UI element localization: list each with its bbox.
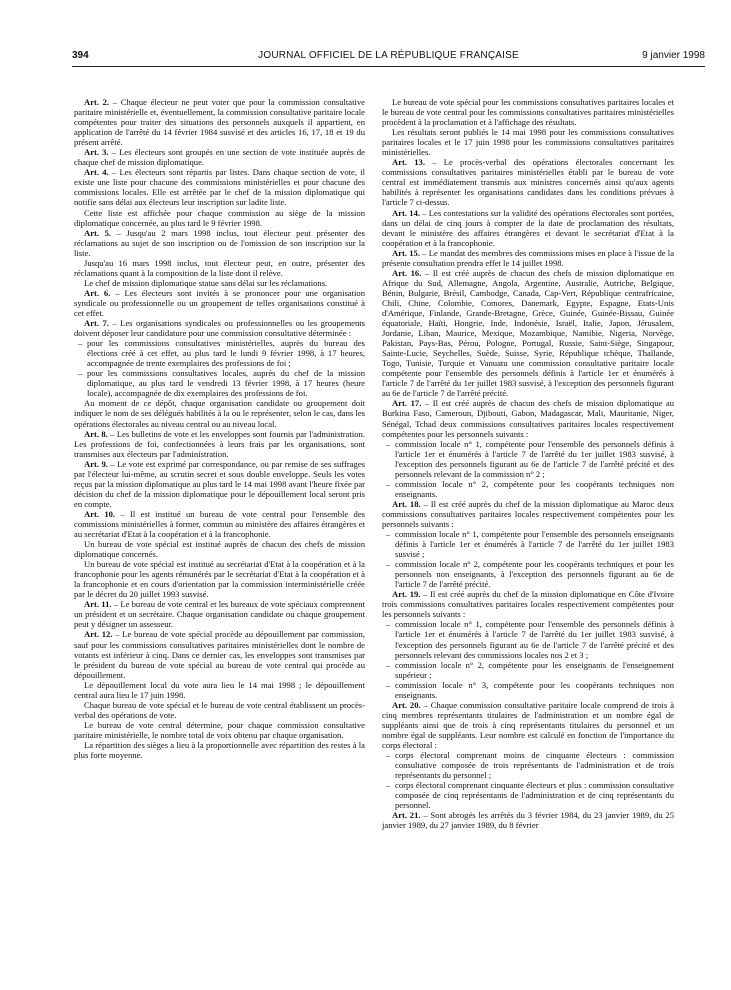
paragraph-text: Les résultats seront publiés le 14 mai 1998 pour les commissions consultatives paritaires locales et le 17 juin 1998 pour les commissions consultatives paritaires ministérielles. (382, 127, 674, 158)
article-paragraph (74, 228, 365, 258)
article-paragraph (382, 248, 674, 268)
paragraph-text: – Les organisations syndicales ou professionnelles ou les groupements doivent déposer leur candidature pour une commission consultative déterminée : (74, 318, 366, 339)
article-paragraph (74, 147, 365, 167)
paragraph-text: – Les électeurs sont répartis par listes. Dans chaque section de vote, il existe une liste pour chacune des commissions ministérielles et pour chacune des commissions locales. Elle est arrêtée par le chef de la mission diplomatique qui notifie sans délai aux électeurs leur inscription sur ladite liste. (74, 167, 365, 208)
list-item: – commission locale n° 2, compétente pour les coopérants techniques et pour les personnels non enseignants, à l'exception des personnels figurant au 6e de l'article 7 de l'arrêté précité. (395, 559, 674, 589)
article-paragraph (382, 589, 674, 619)
left-column (74, 97, 365, 760)
list-item: – commission locale n° 1, compétente pour l'ensemble des personnels enseignants définis à l'article 1er et énumérés à l'article 7 de l'arrêté du 1er juillet 1983 susvisé ; (395, 529, 674, 559)
article-paragraph (382, 157, 674, 207)
header-rule (72, 66, 705, 67)
article-number: Art. 4. (84, 167, 109, 178)
article-number: Art. 21. (392, 810, 421, 821)
paragraph-text: La répartition des sièges a lieu à la proportionnelle avec répartition des restes à la plus forte moyenne. (74, 740, 365, 761)
article-number: Art. 2. (84, 97, 110, 107)
paragraph (74, 559, 365, 599)
article-paragraph (74, 288, 365, 318)
article-number: Art. 17. (392, 398, 422, 409)
article-number: Art. 16. (392, 267, 422, 278)
list-item: – commission locale n° 1, compétente pour l'ensemble des personnels définis à l'article 1er et énumérés à l'article 7 de l'arrêté du 1er juillet 1983 susvisé, à l'exception des personnels figurant au 6e de l'article 7 de l'arrêté précité et des personnels relevant des commissions locales nos 2 et 3 ; (395, 619, 674, 659)
list-item: – commission locale n° 2, compétente pour les enseignants de l'enseignement supérieur ; (395, 660, 674, 680)
paragraph-text: – Le vote est exprimé par correspondance, ou par remise de ses suffrages par l'électeur lui-même, au scrutin secret et sous double enveloppe. Seuls les votes reçus par la mission diplomatique au plus tard le 14 mai 1998 avant l'heure fixée par décision du chef de la mission diplomatique pour le dépouillement local seront pris en compte. (74, 458, 365, 509)
page-header (72, 50, 705, 64)
article-number: Art. 14. (392, 207, 421, 218)
paragraph-text: – Il est créé auprès du chef de la mission diplomatique au Maroc deux commissions consultatives paritaires locales respectivement compétentes pour les personnels suivants : (382, 498, 675, 529)
paragraph-text: – Le bureau de vote spécial procède au dépouillement par commission, sauf pour les commissions consultatives paritaires ministérielles dont le nombre de votants est inférieur à cinq. Dans ce dernier cas, les enveloppes sont transmises par le président du bureau de vote spécial au bureau de vote central qui procède au dépouillement. (74, 629, 365, 680)
paragraph-text: – Le bureau de vote central et les bureaux de vote spéciaux comprennent un président et un secrétaire. Chaque organisation candidate ou chaque groupement peut y désigner un assesseur. (74, 599, 365, 630)
article-number: Art. 5. (84, 227, 112, 238)
dash-list (74, 338, 365, 398)
paragraph (382, 97, 674, 127)
paragraph (74, 208, 365, 228)
paragraph-text: – Chaque électeur ne peut voter que pour la commission consultative paritaire ministérielle et, éventuellement, la commission consultative paritaire locale compétentes pour traiter des situations des personnels auxquels il appartient, en application de l'arrêté du 14 février 1984 susvisé et des articles 16, 17, 18 et 19 du présent arrêté. (74, 97, 365, 148)
article-paragraph (74, 97, 365, 147)
paragraph-text: – Il est institué un bureau de vote central pour l'ensemble des commissions ministérielles à former, commun au ministère des affaires étrangères et au secrétariat d'Etat à la coopération et à la francophonie. (74, 508, 365, 540)
article-number: Art. 15. (392, 247, 420, 258)
page-number: 394 (72, 50, 89, 61)
paragraph (74, 539, 365, 559)
paragraph-text: – Jusqu'au 2 mars 1998 inclus, tout électeur peut présenter des réclamations au sujet de son inscription ou de l'omission de son inscription sur la liste. (74, 227, 365, 258)
article-number: Art. 3. (84, 147, 109, 158)
paragraph-text: – Chaque commission consultative paritaire locale comprend de trois à cinq membres représentants titulaires de l'administration et un nombre égal de suppléants ainsi que de trois à cinq représentants titulaires du personnel et un nombre égal de suppléants. Leur nombre est calculé en fonction de l'importance du corps électoral : (382, 699, 675, 750)
article-paragraph (382, 700, 674, 750)
article-paragraph (74, 629, 365, 679)
paragraph (74, 700, 365, 720)
article-paragraph (382, 499, 674, 529)
article-paragraph (74, 318, 365, 338)
issue-date: 9 janvier 1998 (642, 50, 705, 61)
right-column (382, 97, 674, 830)
paragraph-text: Cette liste est affichée pour chaque commission au siège de la mission diplomatique concernée, au plus tard le 9 février 1998. (74, 207, 365, 228)
paragraph-text: – Il est créé auprès de chacun des chefs de mission diplomatique en Afrique du Sud, Allemagne, Angola, Argentine, Australie, Autriche, Belgique, Bénin, Bulgarie, Brésil, Cambodge, Canada, Cap-Vert, République centrafricaine, Chili, Chine, Colombie, Comores, Danemark, Egypte, Espagne, Etats-Unis d'Amérique, Finlande, Grande-Bretagne, Grèce, Guinée, Guinée-Bissau, Guinée équatoriale, Haïti, Hongrie, Inde, Indonésie, Israël, Italie, Japon, Jérusalem, Jordanie, Liban, Maurice, Mexique, Mozambique, Namibie, Nigeria, Norvège, Pakistan, Pays-Bas, Pérou, Pologne, Portugal, Russie, Saint-Siège, Singapour, Sainte-Lucie, Seychelles, Suède, Suisse, Syrie, République tchèque, Thaïlande, Togo, Tunisie, Turquie et Vanuatu une commission consultative paritaire locale compétente pour l'ensemble des personnels définis à l'article 1er et énumérés à l'article 7 de l'arrêté du 1er juillet 1983 susvisé, à l'exception des personnels figurant au 6e de l'article 7 de l'arrêté précité. (382, 267, 675, 399)
paragraph-text: – Sont abrogés les arrêtés du 3 février 1984, du 23 janvier 1989, du 25 janvier 1989, du 27 janvier 1989, du 8 février (382, 810, 674, 831)
article-number: Art. 9. (84, 458, 108, 469)
article-paragraph (382, 268, 674, 399)
article-paragraph (382, 208, 674, 248)
paragraph-text: Le dépouillement local du vote aura lieu le 14 mai 1998 ; le dépouillement central aura lieu le 17 juin 1998. (74, 679, 365, 700)
paragraph-text: Le bureau de vote central détermine, pour chaque commission consultative paritaire ministérielle, le nombre total de voix obtenu par chaque organisation. (74, 719, 365, 740)
paragraph-text: Le chef de mission diplomatique statue sans délai sur les réclamations. (84, 277, 328, 288)
dash-list (382, 439, 674, 499)
article-paragraph (74, 599, 365, 629)
paragraph-text: Au moment de ce dépôt, chaque organisation candidate ou groupement doit indiquer le nom de ses délégués habilités à la ou le représenter, selon le cas, dans les opérations électorales au niveau central ou au niveau local. (74, 398, 365, 429)
article-paragraph (74, 429, 365, 459)
list-item: – corps électoral comprenant cinquante électeurs et plus : commission consultative composée de cinq représentants de l'administration et de cinq représentants du personnel. (395, 780, 674, 810)
paragraph-text: Chaque bureau de vote spécial et le bureau de vote central établissent un procès-verbal des opérations de vote. (74, 699, 365, 720)
paragraph (74, 278, 365, 288)
list-item: – pour les commissions consultatives ministérielles, auprès du bureau des élections créé à cet effet, au plus tard le lundi 9 février 1998, à 17 heures, accompagnée de trente exemplaires des professions de foi ; (87, 338, 365, 368)
paragraph (74, 720, 365, 740)
list-item: – commission locale n° 2, compétente pour les coopérants techniques non enseignants. (395, 479, 674, 499)
paragraph (74, 258, 365, 278)
article-number: Art. 19. (392, 589, 421, 600)
paragraph (74, 740, 365, 760)
list-item: – pour les commissions consultatives locales, auprès du chef de la mission diplomatique, au plus tard le vendredi 13 février 1998, à 17 heures (heure locale), accompagnée de dix exemplaires des professions de foi. (87, 368, 365, 398)
article-number: Art. 12. (84, 629, 113, 640)
paragraph-text: – Les électeurs sont groupés en une section de vote instituée auprès de chaque chef de mission diplomatique. (74, 147, 365, 168)
paragraph-text: Un bureau de vote spécial est institué au secrétariat d'Etat à la coopération et à la francophonie pour les agents rémunérés par le secrétariat d'Etat à la coopération et à la francophonie et en cours d'orientation par la commission interministérielle créée par le décret du 20 juillet 1993 susvisé. (74, 559, 365, 600)
paragraph (382, 127, 674, 157)
paragraph-text: – Il est créé auprès du chef de la mission diplomatique en Côte d'Ivoire trois commissions consultatives paritaires locales respectivement compétentes pour les personnels suivants : (382, 589, 674, 620)
article-number: Art. 11. (84, 599, 112, 610)
paragraph-text: Le bureau de vote spécial pour les commissions consultatives paritaires locales et le bureau de vote central pour les commissions consultatives paritaires ministérielles procèdent à la proclamation et à l'affichage des résultats. (382, 97, 674, 128)
article-number: Art. 10. (84, 508, 116, 519)
paragraph-text: – Le mandat des membres des commissions mises en place à l'issue de la présente consultation prendra effet le 14 juillet 1998. (382, 247, 675, 268)
article-paragraph (382, 810, 674, 830)
article-paragraph (74, 459, 365, 509)
list-item: – corps électoral comprenant moins de cinquante électeurs : commission consultative composée de trois représentants de l'administration et de trois représentants du personnel ; (395, 750, 674, 780)
article-number: Art. 7. (84, 318, 109, 329)
dash-list (382, 750, 674, 810)
article-number: Art. 8. (84, 428, 108, 439)
paragraph (74, 680, 365, 700)
list-item: – commission locale n° 3, compétente pour les coopérants techniques non enseignants. (395, 680, 674, 700)
article-number: Art. 6. (84, 287, 111, 298)
list-item: – commission locale n° 1, compétente pour l'ensemble des personnels définis à l'article 1er et énumérés à l'article 7 de l'arrêté du 1er juillet 1983 susvisé, à l'exception des personnels figurant au 6e de l'article 7 de l'arrêté précité et des personnels relevant de la commission n° 2 ; (395, 439, 674, 479)
paragraph-text: – Il est créé auprès de chacun des chefs de mission diplomatique au Burkina Faso, Cameroun, Djibouti, Gabon, Madagascar, Mali, Mauritanie, Niger, Sénégal, Tchad deux commissions consultatives paritaires locales respectivement compétentes pour les personnels suivants : (382, 398, 675, 439)
article-number: Art. 13. (392, 157, 425, 168)
article-paragraph (382, 398, 674, 438)
paragraph (74, 398, 365, 428)
paragraph-text: – Les électeurs sont invités à se prononcer pour une organisation syndicale ou professionnelle ou un groupement de telles organisations constitué à cet effet. (74, 287, 365, 318)
paragraph-text: – Les bulletins de vote et les enveloppes sont fournis par l'administration. Les professions de foi, confectionnées à leurs frais par les organisations, sont transmises aux électeurs par l'administration. (74, 428, 365, 459)
dash-list (382, 529, 674, 589)
article-paragraph (74, 509, 365, 539)
journal-title: JOURNAL OFFICIEL DE LA RÉPUBLIQUE FRANÇAISE (258, 50, 519, 61)
dash-list (382, 619, 674, 699)
article-number: Art. 20. (392, 699, 421, 710)
paragraph-text: Jusqu'au 16 mars 1998 inclus, tout électeur peut, en outre, présenter des réclamations quant à la composition de la liste dont il relève. (74, 257, 365, 278)
paragraph-text: – Le procès-verbal des opérations électorales concernant les commissions consultatives paritaires ministérielles établi par le bureau de vote central est immédiatement transmis aux ministres concernés ainsi qu'aux agents habilités à représenter les organisations candidates dans les conditions prévues à l'article 7 ci-dessus. (382, 157, 674, 208)
article-number: Art. 18. (392, 498, 421, 509)
paragraph-text: Un bureau de vote spécial est institué auprès de chacun des chefs de mission diplomatique concernés. (74, 539, 365, 560)
paragraph-text: – Les contestations sur la validité des opérations électorales sont portées, dans un délai de cinq jours à compter de la date de proclamation des résultats, devant le ministère des affaires étrangères et devant le secrétariat d'Etat à la coopération et à la francophonie. (382, 207, 674, 248)
article-paragraph (74, 167, 365, 207)
